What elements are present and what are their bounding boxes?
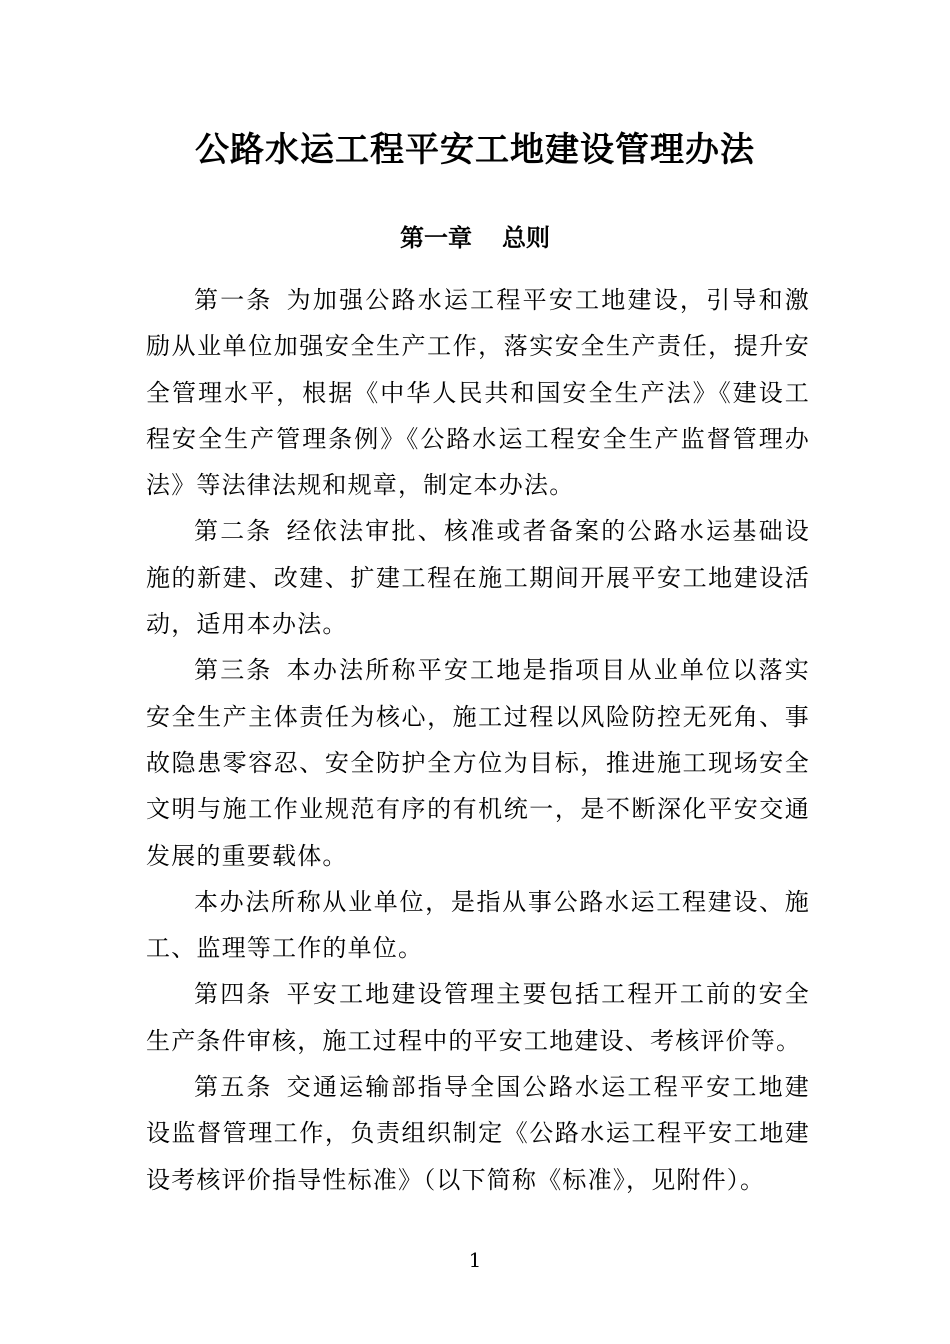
article-text: 交通运输部指导全国公路水运工程平安工地建设监督管理工作，负责组织制定《公路水运工程平安工地建设考核评价指导性标准》（以下简称《标准》，见附件）。 bbox=[146, 1073, 810, 1194]
chapter-heading bbox=[0, 218, 950, 258]
article-text: 本办法所称平安工地是指项目从业单位以落实安全生产主体责任为核心，施工过程以风险防控无死角、事故隐患零容忍、安全防护全方位为目标，推进施工现场安全文明与施工作业规范有序的有机统一，是不断深化平安交通发展的重要载体。 bbox=[146, 656, 810, 870]
article-text: 经依法审批、核准或者备案的公路水运基础设施的新建、改建、扩建工程在施工期间开展平安工地建设活动，适用本办法。 bbox=[146, 517, 810, 639]
chapter-name: 总则 bbox=[502, 224, 550, 252]
document-body bbox=[146, 277, 810, 1203]
article-4 bbox=[146, 971, 810, 1064]
article-3-paragraph-2 bbox=[146, 879, 810, 972]
article-label: 第二条 bbox=[194, 517, 273, 546]
article-text: 平安工地建设管理主要包括工程开工前的安全生产条件审核，施工过程中的平安工地建设、考核评价等。 bbox=[146, 980, 810, 1055]
chapter-number: 第一章 bbox=[400, 224, 472, 252]
page-number: 1 bbox=[468, 1248, 482, 1272]
article-label: 第一条 bbox=[194, 286, 273, 314]
article-5 bbox=[146, 1064, 810, 1203]
paragraph-text: 本办法所称从业单位，是指从事公路水运工程建设、施工、监理等工作的单位。 bbox=[146, 887, 810, 963]
article-2 bbox=[146, 508, 810, 647]
article-3 bbox=[146, 647, 810, 878]
article-label: 第三条 bbox=[194, 656, 273, 685]
article-label: 第五条 bbox=[194, 1073, 273, 1102]
article-1 bbox=[146, 277, 810, 508]
article-label: 第四条 bbox=[194, 980, 273, 1009]
document-title: 公路水运工程平安工地建设管理办法 bbox=[195, 130, 755, 170]
article-text: 为加强公路水运工程平安工地建设，引导和激励从业单位加强安全生产工作，落实安全生产责任，提升安全管理水平，根据《中华人民共和国安全生产法》《建设工程安全生产管理条例》《公路水运工程安全生产监督管理办法》等法律法规和规章，制定本办法。 bbox=[146, 286, 810, 500]
